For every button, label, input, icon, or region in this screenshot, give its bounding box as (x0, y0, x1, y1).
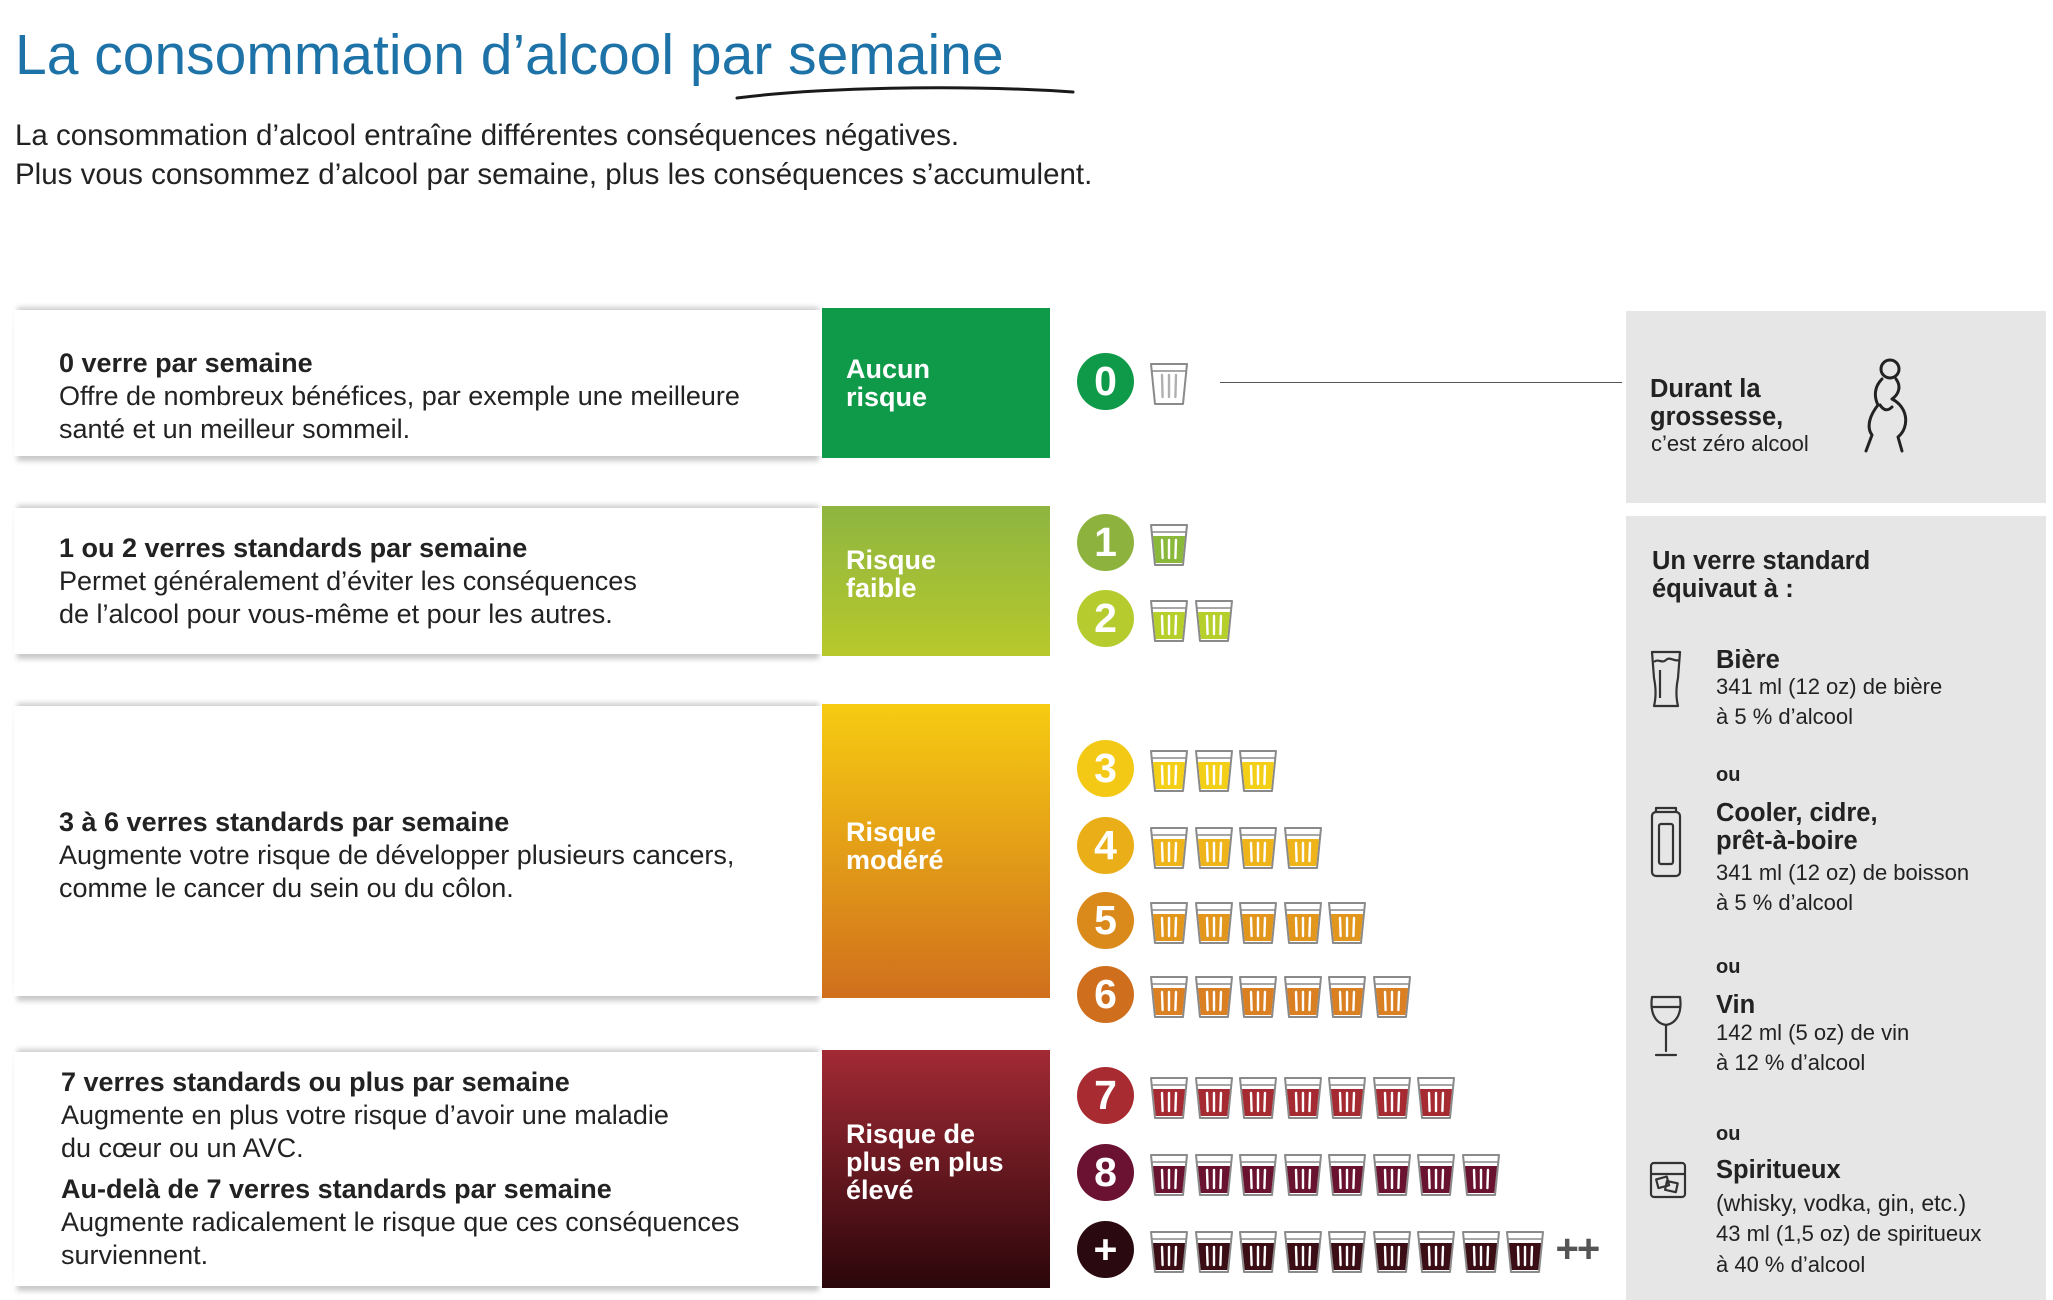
drink-glass-icon (1238, 825, 1278, 870)
drink-glass-icon (1194, 598, 1234, 643)
spirits-name: Spiritueux (1716, 1156, 1841, 1184)
row-1-panel (14, 508, 822, 654)
drink-glass-icon (1283, 825, 1323, 870)
drink-glass-icon (1327, 1229, 1367, 1274)
can-line-2: à 5 % d’alcool (1716, 890, 1853, 915)
row-0-text (59, 347, 740, 446)
page-title: La consommation d’alcool par semaine (15, 23, 1004, 87)
drink-glass-icon (1238, 1152, 1278, 1197)
pregnancy-line-3: c’est zéro alcool (1651, 431, 1809, 456)
row-2-heading: 3 à 6 verres standards par semaine (59, 807, 510, 837)
row-3-line-4: surviennent. (61, 1240, 209, 1270)
beer-line-1: 341 ml (12 oz) de bière (1716, 674, 1943, 699)
standard-title-line-2: équivaut à : (1652, 575, 1794, 603)
pregnancy-connector-line (1220, 382, 1622, 383)
row-0-line-2: santé et un meilleur sommeil. (59, 414, 411, 444)
wine-line-1: 142 ml (5 oz) de vin (1716, 1020, 1910, 1045)
drink-glass-icon (1283, 900, 1323, 945)
risk-moderate-box (822, 704, 1050, 998)
scale-circle-1: 1 (1077, 514, 1134, 571)
risk-low-line-1: Risque (846, 545, 937, 575)
drink-glass-icon (1461, 1152, 1501, 1197)
row-3-heading: 7 verres standards ou plus par semaine (61, 1067, 570, 1097)
pregnancy-line-1: Durant la (1650, 375, 1761, 403)
row-0-line-1: Offre de nombreux bénéfices, par exemple une meilleure (59, 381, 740, 411)
drink-glass-icon (1416, 1229, 1456, 1274)
drink-glass-icon (1149, 974, 1189, 1019)
spirits-line-1: 43 ml (1,5 oz) de spiritueux (1716, 1221, 1982, 1246)
drink-glass-icon (1149, 522, 1189, 567)
scale-circle-8: 8 (1077, 1144, 1134, 1201)
beer-line-2: à 5 % d’alcool (1716, 704, 1853, 729)
row-2-text (59, 806, 734, 905)
row-2-panel (14, 706, 822, 996)
risk-none-line-2: risque (846, 382, 928, 412)
row-3-line-2: du cœur ou un AVC. (61, 1133, 304, 1163)
pregnancy-line-2: grossesse, (1650, 403, 1784, 431)
risk-moderate-line-1: Risque (846, 817, 937, 847)
spirits-line-2: à 40 % d’alcool (1716, 1252, 1866, 1277)
drink-glass-icon (1149, 825, 1189, 870)
drink-glass-icon (1238, 748, 1278, 793)
scale-circle-0: 0 (1077, 353, 1134, 410)
drink-glass-icon (1283, 1229, 1323, 1274)
pregnancy-box (1626, 311, 2046, 503)
scale-circle-3: 3 (1077, 740, 1134, 797)
risk-low-line-2: faible (846, 573, 917, 603)
risk-moderate-line-2: modéré (846, 845, 944, 875)
separator-ou-3: ou (1716, 1123, 1741, 1145)
risk-low-box (822, 506, 1050, 656)
can-icon (1648, 806, 1684, 880)
drink-glass-icon (1194, 974, 1234, 1019)
drink-glass-icon (1149, 1152, 1189, 1197)
risk-none-box (822, 308, 1050, 458)
drink-glass-icon (1283, 1075, 1323, 1120)
drink-glass-icon (1238, 1075, 1278, 1120)
drink-glass-icon (1327, 1075, 1367, 1120)
row-3-heading-2: Au-delà de 7 verres standards par semaine (61, 1174, 612, 1204)
row-3-line-3: Augmente radicalement le risque que ces conséquences (61, 1207, 740, 1237)
drink-glass-icon (1149, 598, 1189, 643)
scale-circle-plus: + (1077, 1221, 1134, 1278)
row-1-text (59, 532, 637, 631)
drink-glass-icon (1194, 1152, 1234, 1197)
row-0-heading: 0 verre par semaine (59, 348, 313, 378)
row-3-panel (14, 1052, 822, 1286)
drink-glass-icon (1194, 1229, 1234, 1274)
drink-glass-icon (1327, 1152, 1367, 1197)
wine-line-2: à 12 % d’alcool (1716, 1050, 1866, 1075)
empty-glass-icon (1149, 361, 1189, 406)
spirits-glass-icon (1648, 1160, 1688, 1200)
risk-high-line-2: plus en plus (846, 1147, 1004, 1177)
row-3-line-1: Augmente en plus votre risque d’avoir une maladie (61, 1100, 669, 1130)
risk-high-box (822, 1050, 1050, 1288)
drink-glass-icon (1327, 900, 1367, 945)
drink-glass-icon (1372, 1152, 1412, 1197)
risk-high-line-1: Risque de (846, 1119, 976, 1149)
drink-glass-icon (1149, 1075, 1189, 1120)
drink-glass-icon (1194, 900, 1234, 945)
drink-glass-icon (1238, 974, 1278, 1019)
drink-glass-icon (1327, 974, 1367, 1019)
drink-glass-icon (1194, 825, 1234, 870)
can-line-1: 341 ml (12 oz) de boisson (1716, 860, 1970, 885)
drink-glass-icon (1283, 974, 1323, 1019)
drink-glass-icon (1372, 974, 1412, 1019)
wine-glass-icon (1646, 993, 1686, 1059)
scale-circle-5: 5 (1077, 892, 1134, 949)
can-name-line-2: prêt-à-boire (1716, 827, 1858, 855)
scale-circle-4: 4 (1077, 817, 1134, 874)
more-drinks-indicator: ++ (1555, 1227, 1599, 1271)
drink-glass-icon (1416, 1075, 1456, 1120)
drink-glass-icon (1372, 1229, 1412, 1274)
beer-name: Bière (1716, 646, 1780, 674)
title-underline (735, 82, 1075, 104)
drink-glass-icon (1461, 1229, 1501, 1274)
drink-glass-icon (1238, 900, 1278, 945)
separator-ou-1: ou (1716, 764, 1741, 786)
scale-circle-6: 6 (1077, 966, 1134, 1023)
row-2-line-2: comme le cancer du sein ou du côlon. (59, 873, 514, 903)
row-2-line-1: Augmente votre risque de développer plusieurs cancers, (59, 840, 735, 870)
drink-glass-icon (1194, 748, 1234, 793)
row-1-heading: 1 ou 2 verres standards par semaine (59, 533, 528, 563)
can-name-line-1: Cooler, cidre, (1716, 799, 1878, 827)
risk-none-line-1: Aucun (846, 354, 930, 384)
intro-line-1: La consommation d’alcool entraîne différentes conséquences négatives. (15, 119, 960, 152)
row-3-text (61, 1066, 739, 1272)
spirits-line-0: (whisky, vodka, gin, etc.) (1716, 1190, 1967, 1216)
intro-line-2: Plus vous consommez d’alcool par semaine, plus les conséquences s’accumulent. (15, 158, 1093, 191)
risk-high-line-3: élevé (846, 1175, 914, 1205)
standard-title-line-1: Un verre standard (1652, 547, 1871, 575)
row-1-line-1: Permet généralement d’éviter les conséquences (59, 566, 637, 596)
drink-glass-icon (1283, 1152, 1323, 1197)
row-0-panel (14, 310, 822, 456)
drink-glass-icon (1149, 900, 1189, 945)
row-1-line-2: de l’alcool pour vous-même et pour les autres. (59, 599, 613, 629)
drink-glass-icon (1416, 1152, 1456, 1197)
drink-glass-icon (1149, 748, 1189, 793)
drink-glass-icon (1194, 1075, 1234, 1120)
pregnant-woman-icon (1858, 357, 1918, 457)
scale-circle-7: 7 (1077, 1067, 1134, 1124)
drink-glass-icon (1505, 1229, 1545, 1274)
drink-glass-icon (1149, 1229, 1189, 1274)
scale-circle-2: 2 (1077, 590, 1134, 647)
wine-name: Vin (1716, 991, 1756, 1019)
standard-drink-box (1626, 516, 2046, 1300)
beer-glass-icon (1648, 648, 1684, 710)
drink-glass-icon (1238, 1229, 1278, 1274)
separator-ou-2: ou (1716, 956, 1741, 978)
drink-glass-icon (1372, 1075, 1412, 1120)
